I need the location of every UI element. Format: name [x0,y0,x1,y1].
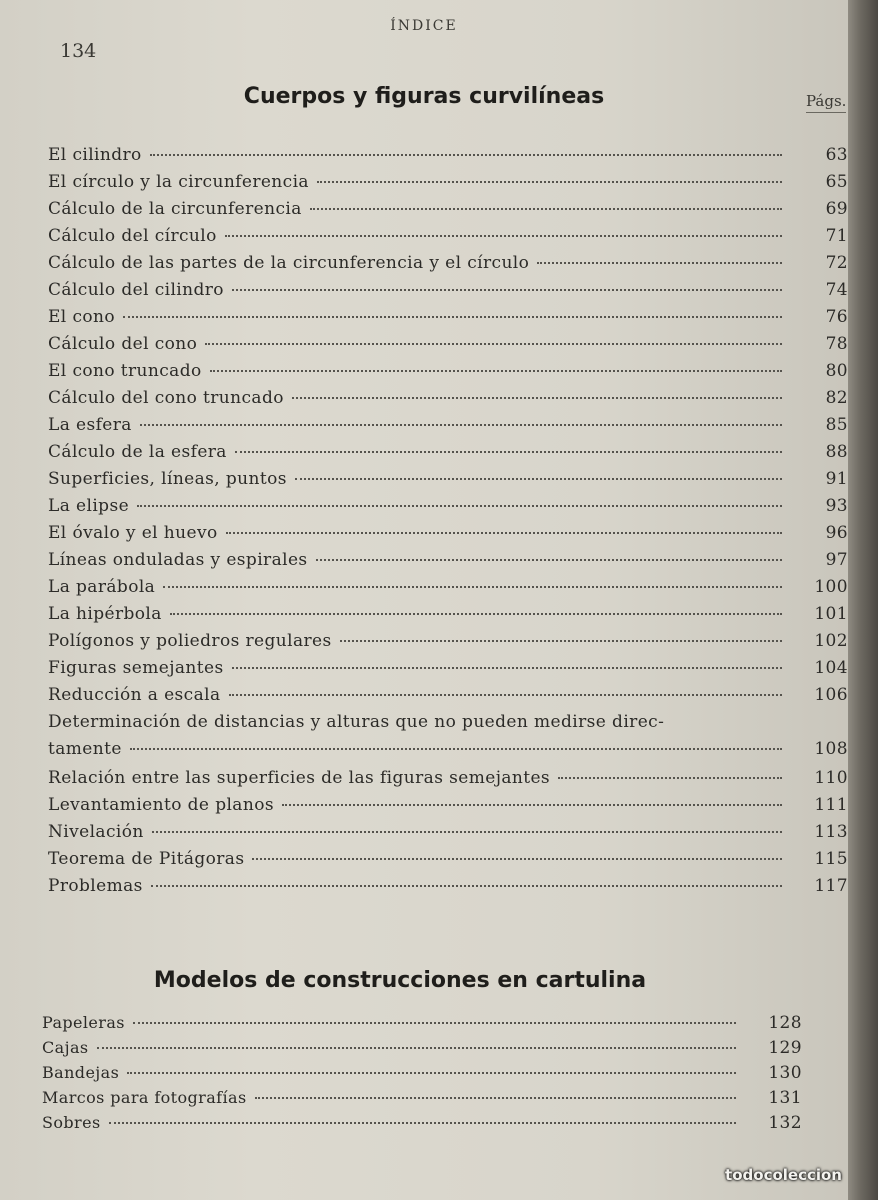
toc-entry-title: Teorema de Pitágoras [48,849,245,869]
toc-entry [48,628,848,655]
toc-entry [48,412,848,439]
toc-entry-title: El óvalo y el huevo [48,523,218,543]
toc-entry [48,846,848,873]
toc-entry [48,682,848,709]
toc-entry-title: Cálculo del círculo [48,226,217,246]
toc-entry-page: 132 [768,1113,802,1133]
dot-leader [210,370,782,372]
toc-entry-page: 115 [814,849,848,869]
dot-leader [130,748,782,750]
dot-leader [127,1072,736,1074]
dot-leader [317,181,782,183]
toc-entry-page: 76 [825,307,848,327]
toc-entry-page: 82 [825,388,848,408]
toc-entry [48,574,848,601]
toc-entry-page: 129 [768,1038,802,1058]
toc-entry-page: 85 [825,415,848,435]
dot-leader [255,1097,736,1099]
toc-entry-page: 117 [814,876,848,896]
toc-entry [48,358,848,385]
dot-leader [97,1047,737,1049]
toc-entry-page: 65 [825,172,848,192]
dot-leader [232,289,782,291]
toc-entry-page: 130 [768,1063,802,1083]
toc-entry-title: Cálculo del cono truncado [48,388,284,408]
toc-entry-page: 74 [825,280,848,300]
toc-entry-title: Papeleras [42,1013,125,1032]
toc-entry-page: 91 [825,469,848,489]
dot-leader [229,694,782,696]
watermark-logo: todocoleccion [725,1166,842,1184]
dot-leader [295,478,782,480]
toc-entry-title: Reducción a escala [48,685,221,705]
toc-entry [48,304,848,331]
dot-leader [205,343,782,345]
toc-list-curvilineas [48,142,848,900]
page-edge [848,0,878,1200]
toc-entry-title: El círculo y la circunferencia [48,172,309,192]
toc-entry [48,792,848,819]
toc-entry-title-continued: tamente [48,739,122,759]
toc-entry-title: Nivelación [48,822,144,842]
toc-entry [48,250,848,277]
toc-entry [48,466,848,493]
toc-entry-page: 78 [825,334,848,354]
toc-entry-page: 80 [825,361,848,381]
toc-entry-title: Cálculo de las partes de la circunferencia y el círculo [48,253,530,273]
dot-leader [150,154,782,156]
toc-entry-title: Determinación de distancias y alturas que no pueden medirse direc- [48,712,665,732]
toc-entry-page: 113 [814,822,848,842]
dot-leader [252,858,782,860]
toc-entry [48,547,848,574]
toc-entry-title: El cilindro [48,145,142,165]
page-number: 134 [60,40,97,62]
dot-leader [151,885,782,887]
toc-entry [42,1085,802,1110]
dot-leader [225,235,782,237]
running-head: ÍNDICE [390,18,458,34]
dot-leader [137,505,782,507]
dot-leader [235,451,782,453]
toc-entry-page: 63 [825,145,848,165]
dot-leader [170,613,782,615]
toc-entry-title: Cálculo de la circunferencia [48,199,302,219]
toc-entry-page: 104 [814,658,848,678]
toc-entry-page: 106 [814,685,848,705]
dot-leader [133,1022,736,1024]
toc-entry-title: Cajas [42,1038,89,1057]
toc-entry-title: Polígonos y poliedros regulares [48,631,332,651]
toc-entry [48,601,848,628]
toc-entry-page: 128 [768,1013,802,1033]
toc-entry-page: 93 [825,496,848,516]
toc-entry [48,223,848,250]
toc-entry-page: 110 [814,768,848,788]
toc-entry [48,873,848,900]
toc-entry-page: 101 [814,604,848,624]
dot-leader [140,424,782,426]
toc-entry-page: 111 [814,795,848,815]
toc-entry-page: 97 [825,550,848,570]
toc-entry-title: Sobres [42,1113,101,1132]
toc-entry-title: Figuras semejantes [48,658,224,678]
toc-entry [48,493,848,520]
toc-entry-page: 100 [814,577,848,597]
toc-list-cartulina [42,1010,802,1135]
dot-leader [152,831,782,833]
toc-entry-page: 102 [814,631,848,651]
toc-entry [42,1035,802,1060]
dot-leader [558,777,782,779]
dot-leader [316,559,782,561]
toc-entry-title: Marcos para fotografías [42,1088,247,1107]
toc-entry [48,142,848,169]
section-title-cartulina: Modelos de construcciones en cartulina [153,968,647,993]
toc-entry-title: Levantamiento de planos [48,795,274,815]
toc-entry-page: 71 [825,226,848,246]
toc-entry-page: 88 [825,442,848,462]
toc-entry-title: Líneas onduladas y espirales [48,550,308,570]
dot-leader [232,667,782,669]
toc-entry-title: La hipérbola [48,604,162,624]
dot-leader [163,586,782,588]
toc-entry-page: 72 [825,253,848,273]
toc-entry [48,765,848,792]
toc-entry-title: Relación entre las superficies de las figuras semejantes [48,768,551,788]
dot-leader [537,262,782,264]
toc-entry-page: 69 [825,199,848,219]
toc-entry-page: 96 [825,523,848,543]
toc-entry [48,196,848,223]
toc-entry-title: Cálculo de la esfera [48,442,227,462]
toc-entry [48,385,848,412]
toc-entry-title: La esfera [48,415,132,435]
dot-leader [282,804,782,806]
toc-entry-title: La parábola [48,577,156,597]
dot-leader [109,1122,736,1124]
toc-entry-title: La elipse [48,496,130,516]
toc-entry-page: 108 [814,739,848,759]
dot-leader [123,316,782,318]
dot-leader [292,397,782,399]
toc-entry [48,439,848,466]
toc-entry [48,277,848,304]
toc-entry [48,819,848,846]
pages-column-label: Págs. [806,92,846,113]
dot-leader [310,208,782,210]
toc-entry [48,331,848,358]
toc-entry-title: Cálculo del cilindro [48,280,224,300]
toc-entry-title: Problemas [48,876,143,896]
dot-leader [340,640,782,642]
section-title-curvilineas: Cuerpos y figuras curvilíneas [243,84,605,109]
toc-entry [48,655,848,682]
toc-entry [48,709,848,765]
toc-entry [42,1060,802,1085]
toc-entry [48,520,848,547]
toc-entry-title: El cono truncado [48,361,202,381]
dot-leader [226,532,782,534]
toc-entry-title: El cono [48,307,115,327]
toc-entry [42,1110,802,1135]
toc-entry-title: Bandejas [42,1063,120,1082]
toc-entry-page: 131 [768,1088,802,1108]
toc-entry-title: Cálculo del cono [48,334,198,354]
toc-entry-title: Superficies, líneas, puntos [48,469,287,489]
toc-entry [48,169,848,196]
toc-entry [42,1010,802,1035]
